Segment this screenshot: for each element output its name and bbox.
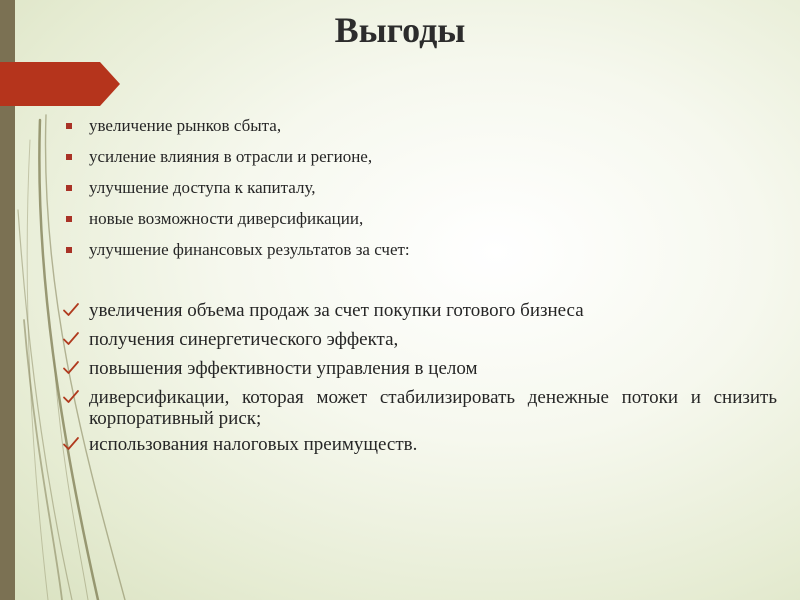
list-item [62,387,777,429]
check-icon [62,330,80,348]
list-item [62,358,777,379]
check-icon [62,359,80,377]
square-bullet-icon [66,216,72,222]
list-item [62,329,777,350]
list-item [62,237,762,268]
square-bullet-icon [66,154,72,160]
list-item [62,300,777,321]
list-item-text: увеличение рынков сбыта, [89,116,282,135]
list-item-text: новые возможности диверсификации, [89,209,364,228]
benefits-list [62,113,762,268]
list-item-text: диверсификации, которая может стабилизировать денежные потоки и снизить корпоративный риск; [89,387,777,429]
list-item-text: улучшение финансовых результатов за счет: [89,240,410,259]
results-list [62,300,777,463]
list-item-text: улучшение доступа к капиталу, [89,178,316,197]
check-icon [62,388,80,406]
list-item [62,206,762,237]
square-bullet-icon [66,185,72,191]
square-bullet-icon [66,123,72,129]
arrow-banner-icon [0,62,120,106]
check-icon [62,301,80,319]
list-item-text: использования налоговых преимуществ. [89,434,418,455]
list-item [62,175,762,206]
list-item-text: увеличения объема продаж за счет покупки готового бизнеса [89,300,584,321]
list-item-text: повышения эффективности управления в целом [89,358,478,379]
check-icon [62,435,80,453]
square-bullet-icon [66,247,72,253]
slide-title: Выгоды [334,10,466,50]
list-item [62,113,762,144]
list-item [62,144,762,175]
list-item-text: усиление влияния в отрасли и регионе, [89,147,373,166]
list-item-text: получения синергетического эффекта, [89,329,399,350]
list-item [62,434,777,455]
